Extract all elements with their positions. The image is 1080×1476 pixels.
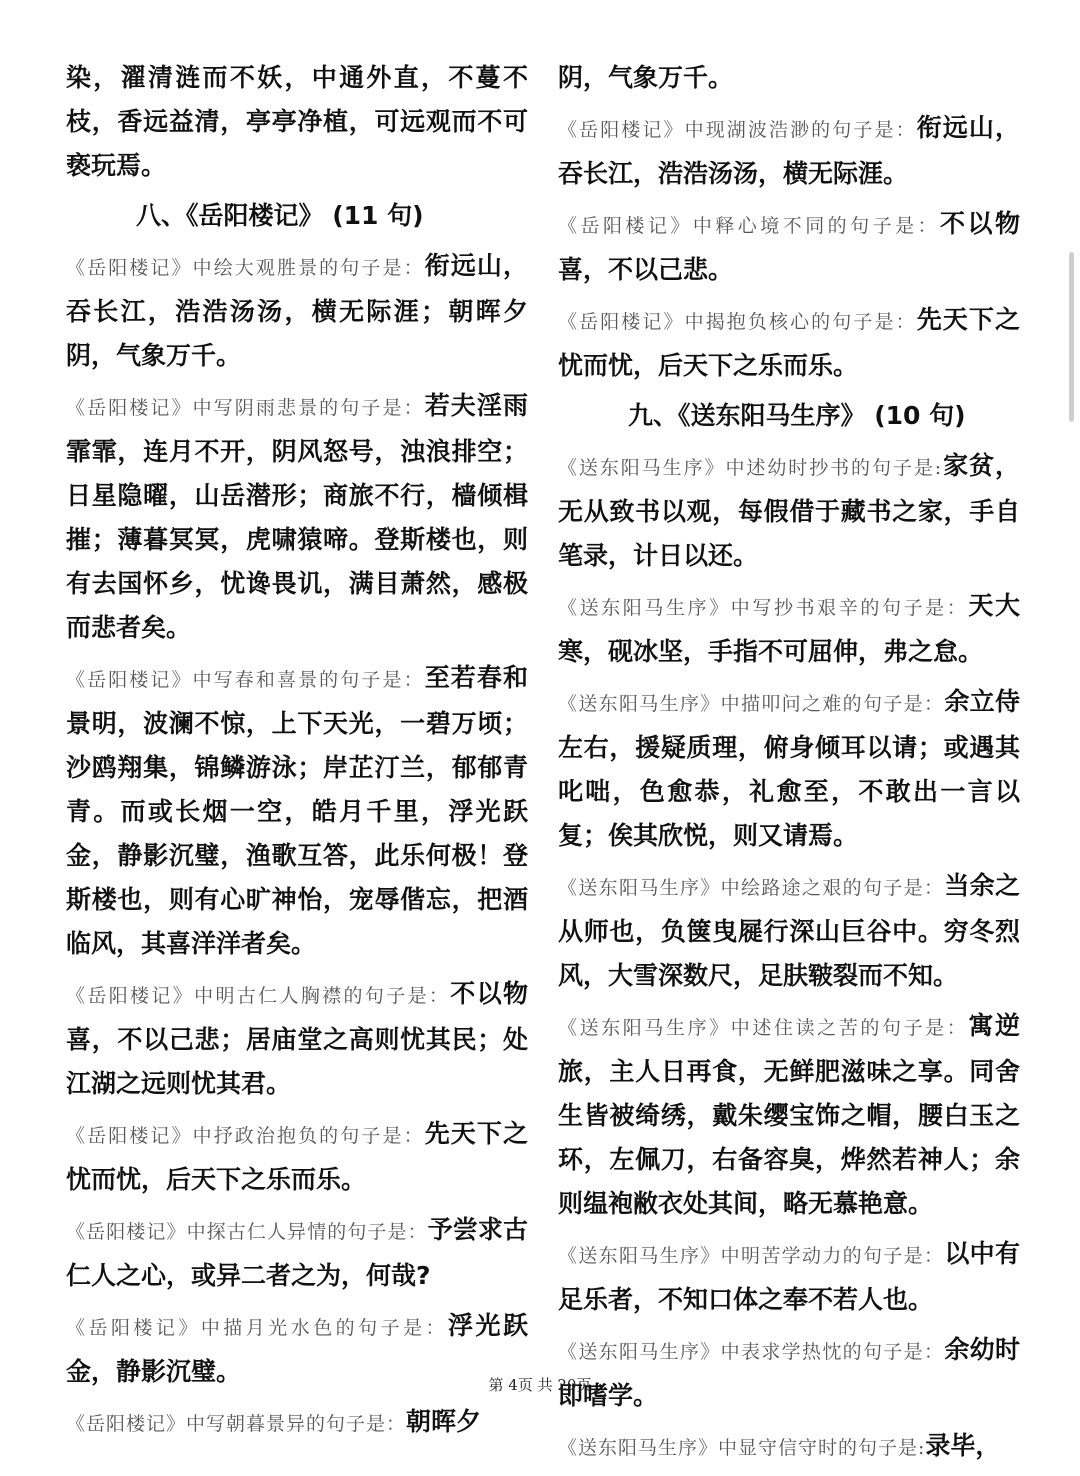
answer-text: 余幼时即嗜学。 bbox=[558, 1335, 1020, 1410]
answer-text: 天大寒，砚冰坚，手指不可屈伸，弗之怠。 bbox=[558, 591, 1020, 666]
question-prompt: 《岳阳楼记》中写朝暮景异的句子是： bbox=[66, 1413, 407, 1435]
answer-text: 以中有足乐者，不知口体之奉不若人也。 bbox=[558, 1239, 1020, 1314]
quote-item bbox=[66, 1112, 528, 1202]
quote-item bbox=[66, 656, 528, 966]
answer-text: 余立侍左右，援疑质理，俯身倾耳以请；或遇其叱咄，色愈恭，礼愈至，不敢出一言以复；俟其欣悦，则又请焉。 bbox=[558, 687, 1020, 850]
quote-item bbox=[558, 444, 1020, 578]
answer-text: 不以物喜，不以己悲；居庙堂之高则忧其民；处江湖之远则忧其君。 bbox=[66, 979, 528, 1098]
quote-item bbox=[558, 202, 1020, 292]
question-prompt: 《岳阳楼记》中绘大观胜景的句子是： bbox=[66, 257, 425, 279]
question-prompt: 《送东阳马生序》中述幼时抄书的句子是: bbox=[558, 457, 943, 479]
question-prompt: 《岳阳楼记》中探古仁人异情的句子是： bbox=[66, 1221, 428, 1243]
page-footer: 第 4页 共 20页 bbox=[488, 1376, 592, 1394]
question-prompt: 《送东阳马生序》中显守信守时的句子是: bbox=[558, 1437, 926, 1459]
question-prompt: 《送东阳马生序》中明苦学动力的句子是： bbox=[558, 1245, 945, 1267]
quote-item bbox=[558, 298, 1020, 388]
continued-text bbox=[558, 56, 1020, 100]
continued-text bbox=[66, 56, 528, 188]
question-prompt: 《岳阳楼记》中描月光水色的句子是： bbox=[66, 1317, 449, 1339]
question-prompt: 《岳阳楼记》中写阴雨悲景的句子是： bbox=[66, 397, 425, 419]
answer-text: 先天下之忧而忧，后天下之乐而乐。 bbox=[558, 305, 1020, 380]
section-heading: 八、《岳阳楼记》 (11 句) bbox=[136, 201, 424, 230]
answer-text: 浮光跃金，静影沉璧。 bbox=[66, 1311, 528, 1386]
quote-item bbox=[558, 1004, 1020, 1226]
question-prompt: 《岳阳楼记》中现湖波浩渺的句子是： bbox=[558, 119, 917, 141]
quote-item bbox=[558, 1424, 1020, 1470]
question-prompt: 《岳阳楼记》中抒政治抱负的句子是： bbox=[66, 1125, 425, 1147]
question-prompt: 《送东阳马生序》中述住读之苦的句子是： bbox=[558, 1017, 969, 1039]
quote-item bbox=[558, 864, 1020, 998]
question-prompt: 《岳阳楼记》中释心境不同的句子是： bbox=[558, 215, 941, 237]
answer-text: 衔远山，吞长江，浩浩汤汤，横无际涯；朝晖夕阴，气象万千。 bbox=[66, 251, 528, 370]
right-column bbox=[558, 56, 1020, 1476]
question-prompt: 《岳阳楼记》中明古仁人胸襟的句子是： bbox=[66, 985, 451, 1007]
answer-text: 至若春和景明，波澜不惊，上下天光，一碧万顷；沙鸥翔集，锦鳞游泳；岸芷汀兰，郁郁青青。而或长烟一空，皓月千里，浮光跃金，静影沉璧，渔歌互答，此乐何极！登斯楼也，则有心旷神怡，宠辱偕忘，把酒临风，其喜洋洋者矣。 bbox=[66, 663, 528, 958]
question-prompt: 《送东阳马生序》中写抄书艰辛的句子是： bbox=[558, 597, 969, 619]
quote-item bbox=[66, 244, 528, 378]
quote-item bbox=[558, 1328, 1020, 1418]
answer-text: 录毕， bbox=[925, 1431, 1001, 1460]
answer-text: 当余之从师也，负箧曳屣行深山巨谷中。穷冬烈风，大雪深数尺，足肤皲裂而不知。 bbox=[558, 871, 1020, 990]
section-heading: 九、《送东阳马生序》 (10 句) bbox=[628, 401, 966, 430]
answer-text: 阴，气象万千。 bbox=[558, 63, 734, 92]
question-prompt: 《岳阳楼记》中写春和喜景的句子是： bbox=[66, 669, 425, 691]
left-column bbox=[66, 56, 528, 1452]
answer-text: 不以物喜，不以己悲。 bbox=[558, 209, 1020, 284]
answer-text: 若夫淫雨霏霏，连月不开，阴风怒号，浊浪排空；日星隐曜，山岳潜形；商旅不行，樯倾楫摧；薄暮冥冥，虎啸猿啼。登斯楼也，则有去国怀乡，忧谗畏讥，满目萧然，感极而悲者矣。 bbox=[66, 391, 528, 642]
answer-text: 先天下之忧而忧，后天下之乐而乐。 bbox=[66, 1119, 528, 1194]
quote-item bbox=[558, 680, 1020, 858]
quote-item bbox=[66, 1400, 528, 1446]
quote-item bbox=[66, 1208, 528, 1298]
answer-text: 予尝求古仁人之心，或异二者之为，何哉? bbox=[66, 1215, 528, 1290]
quote-item bbox=[66, 972, 528, 1106]
quote-item bbox=[558, 1232, 1020, 1322]
question-prompt: 《送东阳马生序》中表求学热忱的句子是： bbox=[558, 1341, 945, 1363]
answer-text: 朝晖夕 bbox=[406, 1407, 482, 1436]
question-prompt: 《岳阳楼记》中揭抱负核心的句子是： bbox=[558, 311, 917, 333]
quote-item bbox=[558, 106, 1020, 196]
question-prompt: 《送东阳马生序》中绘路途之艰的句子是： bbox=[558, 877, 945, 899]
question-prompt: 《送东阳马生序》中描叩问之难的句子是： bbox=[558, 693, 945, 715]
quote-item bbox=[66, 384, 528, 650]
scrollbar[interactable] bbox=[1069, 252, 1074, 422]
answer-text: 染，濯清涟而不妖，中通外直，不蔓不枝，香远益清，亭亭净植，可远观而不可亵玩焉。 bbox=[66, 63, 528, 180]
quote-item bbox=[558, 584, 1020, 674]
answer-text: 家贫，无从致书以观，每假借于藏书之家，手自笔录，计日以还。 bbox=[558, 451, 1020, 570]
answer-text: 寓逆旅，主人日再食，无鲜肥滋味之享。同舍生皆被绮绣，戴朱缨宝饰之帽，腰白玉之环，左佩刀，右备容臭，烨然若神人；余则缊袍敝衣处其间，略无慕艳意。 bbox=[558, 1011, 1020, 1218]
answer-text: 衔远山，吞长江，浩浩汤汤，横无际涯。 bbox=[558, 113, 1020, 188]
